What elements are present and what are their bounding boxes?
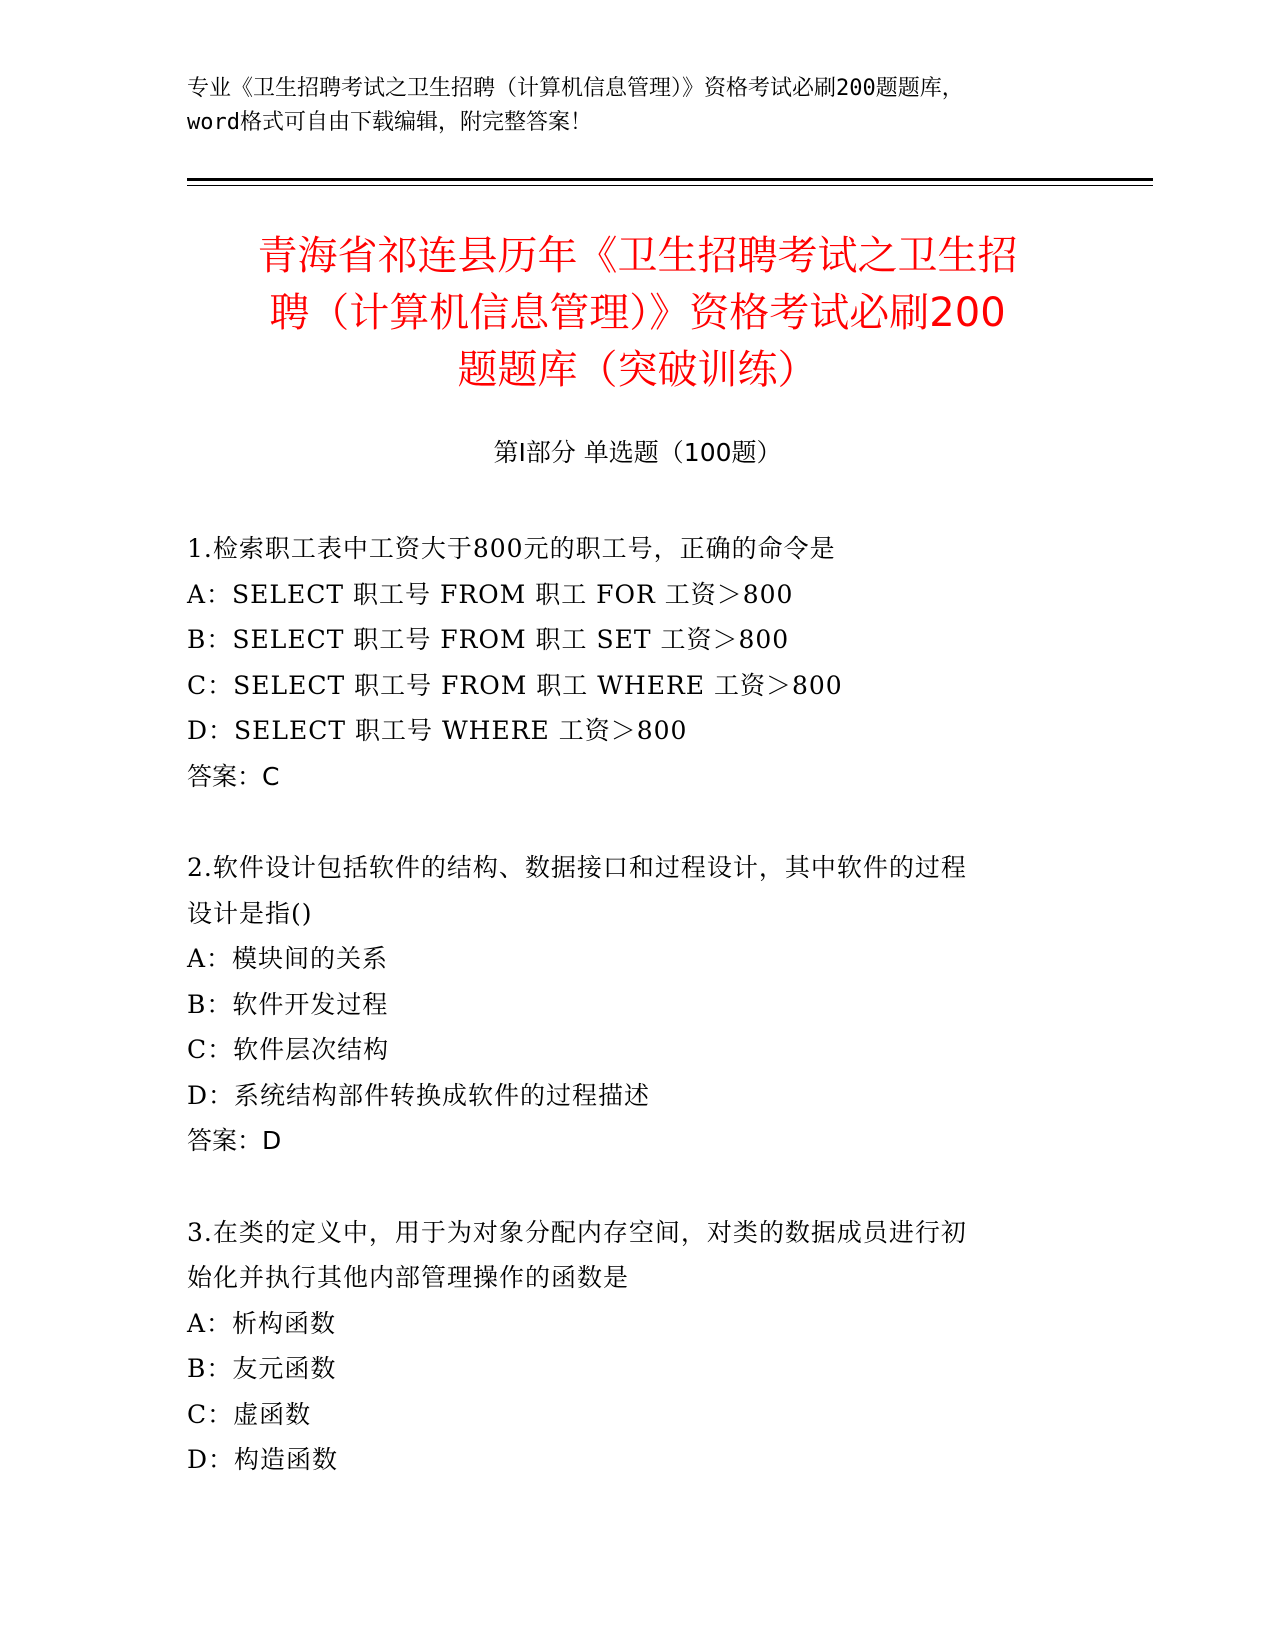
question-option-a: A：SELECT 职工号 FROM 职工 FOR 工资＞800 [187, 579, 794, 609]
section-title: 第I部分 单选题（100题） [493, 438, 782, 467]
question-option-c: C：软件层次结构 [187, 1035, 390, 1064]
header-divider-thin [187, 185, 1153, 186]
document-title-line-1: 青海省祁连县历年《卫生招聘考试之卫生招 [257, 233, 1018, 279]
question-stem-line: 设计是指() [187, 898, 313, 928]
question-1 [187, 526, 1087, 799]
question-list [187, 526, 1087, 1529]
question-stem-line: 1.检索职工表中工资大于800元的职工号，正确的命令是 [187, 534, 836, 563]
question-option-b: B：友元函数 [187, 1354, 337, 1383]
document-title-line-3: 题题库（突破训练） [457, 347, 818, 393]
question-answer: 答案：D [187, 1126, 282, 1155]
question-option-c: C：虚函数 [187, 1399, 312, 1429]
header-note-line-1: 专业《卫生招聘考试之卫生招聘（计算机信息管理）》资格考试必刷200题题库， [187, 76, 964, 101]
question-option-b: B：软件开发过程 [187, 989, 389, 1019]
document-title [180, 228, 1095, 399]
question-option-c: C：SELECT 职工号 FROM 职工 WHERE 工资＞800 [187, 670, 843, 700]
question-option-a: A：析构函数 [187, 1308, 337, 1338]
question-option-d: D：构造函数 [187, 1445, 339, 1474]
document-title-line-2: 聘（计算机信息管理）》资格考试必刷200 [269, 290, 1006, 336]
question-stem-line: 3.在类的定义中，用于为对象分配内存空间，对类的数据成员进行初 [187, 1217, 967, 1247]
question-stem-line: 始化并执行其他内部管理操作的函数是 [187, 1263, 630, 1292]
question-3 [187, 1210, 1087, 1483]
question-answer: 答案：C [187, 761, 280, 791]
question-option-b: B：SELECT 职工号 FROM 职工 SET 工资＞800 [187, 625, 790, 654]
header-note-line-2: word格式可自由下载编辑，附完整答案！ [187, 110, 592, 135]
header-divider-thick [187, 178, 1153, 181]
question-stem-line: 2.软件设计包括软件的结构、数据接口和过程设计，其中软件的过程 [187, 853, 967, 882]
question-2 [187, 845, 1087, 1164]
question-option-a: A：模块间的关系 [187, 944, 389, 973]
question-option-d: D：系统结构部件转换成软件的过程描述 [187, 1080, 651, 1110]
question-option-d: D：SELECT 职工号 WHERE 工资＞800 [187, 716, 688, 745]
header-note [187, 72, 1087, 140]
